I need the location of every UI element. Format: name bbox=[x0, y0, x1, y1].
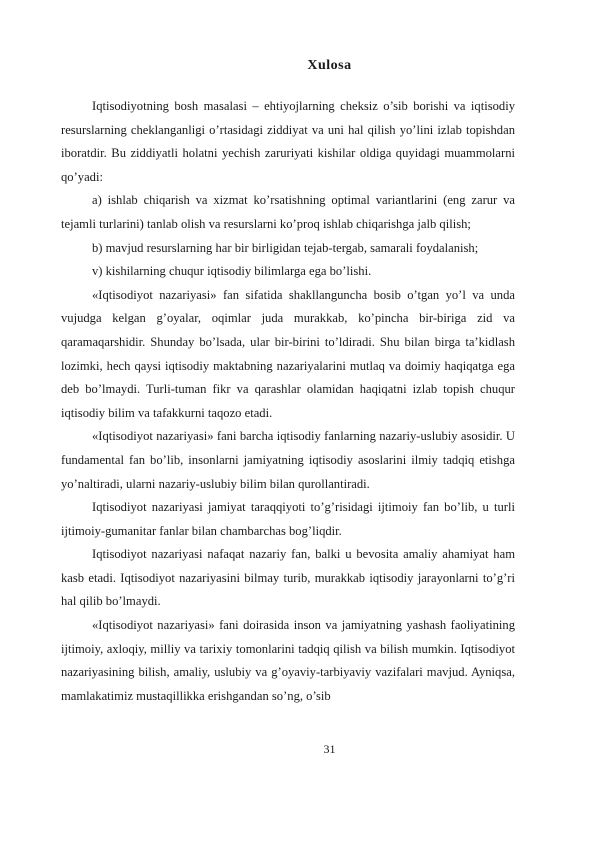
page-number: 31 bbox=[323, 742, 336, 756]
document-body bbox=[61, 95, 515, 708]
paragraph-functions: «Iqtisodiyot nazariyasi» fani doirasida inson va jamiyatning yashash faoliyatining ijtimoiy, axloqiy, milliy va tarixiy tomonlarini tadqiq qilish va bilish mumkin. Iqtisodiyot nazariyasining bilish, amaliy, uslubiy va g’oyaviy-tarbiyaviy vazifalari mavjud. Ayniqsa, mamlakatimiz mustaqillikka erishgandan so’ng, o’sib bbox=[61, 618, 515, 703]
paragraph-foundation: «Iqtisodiyot nazariyasi» fani barcha iqtisodiy fanlarning nazariy-uslubiy asosidir. U fundamental fan bo’lib, insonlarni jamiyatning iqtisodiy asoslarini ilmiy tadqiq etishga yo’naltiradi, ularni nazariy-uslubiy bilim bilan qurollantiradi. bbox=[61, 429, 515, 491]
list-item-v: v) kishilarning chuqur iqtisodiy bilimlarga ega bo’lishi. bbox=[92, 264, 372, 279]
paragraph-practical: Iqtisodiyot nazariyasi nafaqat nazariy fan, balki u bevosita amaliy ahamiyat ham kasb etadi. Iqtisodiyot nazariyasini bilmay turib, murakkab iqtisodiy jarayonlarni to’g’ri hal qilib bo’lmaydi. bbox=[61, 547, 515, 609]
page-title: Xulosa bbox=[307, 58, 352, 73]
paragraph-intro: Iqtisodiyotning bosh masalasi – ehtiyojlarning cheksiz o’sib borishi va iqtisodiy resurslarning cheklanganligi o’rtasidagi ziddiyat va uni hal qilish yo’lini izlab topishdan iboratdir. Bu ziddiyatli holatni yechish zaruriyati kishilar oldiga quyidagi muammolarni qo’yadi: bbox=[61, 99, 515, 184]
paragraph-social-science: Iqtisodiyot nazariyasi jamiyat taraqqiyoti to’g’risidagi ijtimoiy fan bo’lib, u turli ijtimoiy-gumanitar fanlar bilan chambarchas bog’liqdir. bbox=[61, 500, 515, 538]
list-item-b: b) mavjud resurslarning har bir birligidan tejab-tergab, samarali foydalanish; bbox=[92, 240, 479, 255]
paragraph-ideas: «Iqtisodiyot nazariyasi» fan sifatida shakllanguncha bosib o’tgan yo’l va unda vujudga kelgan g’oyalar, oqimlar juda murakkab, ko’pincha bir-biriga zid va qaramaqarshidir. Shunday bo’lsada, ular bir-birini to’ldiradi. Shu bilan birga ta’kidlash lozimki, hech qaysi iqtisodiy maktabning nazariyalarini mutlaq va doimiy haqiqatga ega deb bo’lmaydi. Turli-tuman fikr va qarashlar olamidan haqiqatni izlab topish chuqur iqtisodiy bilim va tafakkurni taqozo etadi. bbox=[61, 287, 515, 420]
list-item-a: a) ishlab chiqarish va xizmat ko’rsatishning optimal variantlarini (eng zarur va tejamli turlarini) tanlab olish va resurslarni ko’proq ishlab chiqarishga jalb qilish; bbox=[61, 193, 515, 231]
